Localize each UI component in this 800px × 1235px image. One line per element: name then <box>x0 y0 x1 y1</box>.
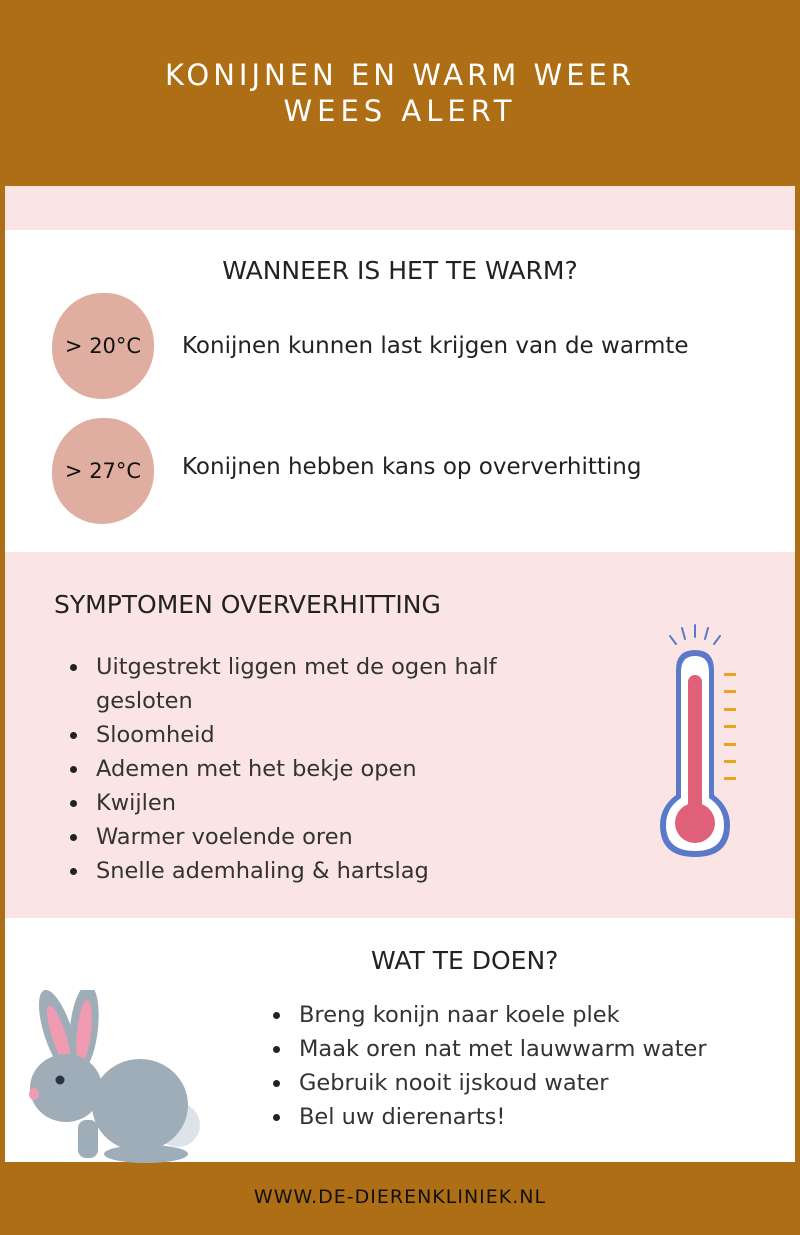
list-item: Kwijlen <box>54 786 574 820</box>
temp-label-2: > 27°C <box>64 459 142 483</box>
todo-heading: WAT TE DOEN? <box>371 946 559 975</box>
footer <box>0 1162 800 1235</box>
temp-label-1: > 20°C <box>64 334 142 358</box>
rabbit-icon <box>28 990 208 1165</box>
list-item: Uitgestrekt liggen met de ogen half gesloten <box>54 650 574 718</box>
list-item: Warmer voelende oren <box>54 820 574 854</box>
page-title: KONIJNEN EN WARM WEER <box>164 58 635 92</box>
warm-heading: WANNEER IS HET TE WARM? <box>222 256 578 285</box>
temp-desc-1: Konijnen kunnen last krijgen van de warmte <box>182 333 689 359</box>
list-item: Breng konijn naar koele plek <box>257 998 777 1032</box>
todo-list <box>257 998 777 1134</box>
symptoms-heading: SYMPTOMEN OVERVERHITTING <box>54 590 441 619</box>
website-link[interactable]: WWW.DE-DIERENKLINIEK.NL <box>253 1186 547 1208</box>
header <box>0 0 800 186</box>
thermometer-icon <box>648 620 748 860</box>
list-item: Snelle ademhaling & hartslag <box>54 854 574 888</box>
page-subtitle: WEES ALERT <box>283 94 517 128</box>
list-item: Gebruik nooit ijskoud water <box>257 1066 777 1100</box>
temp-desc-2: Konijnen hebben kans op oververhitting <box>182 454 642 480</box>
list-item: Sloomheid <box>54 718 574 752</box>
list-item: Ademen met het bekje open <box>54 752 574 786</box>
list-item: Maak oren nat met lauwwarm water <box>257 1032 777 1066</box>
symptoms-list <box>54 650 574 888</box>
list-item: Bel uw dierenarts! <box>257 1100 777 1134</box>
